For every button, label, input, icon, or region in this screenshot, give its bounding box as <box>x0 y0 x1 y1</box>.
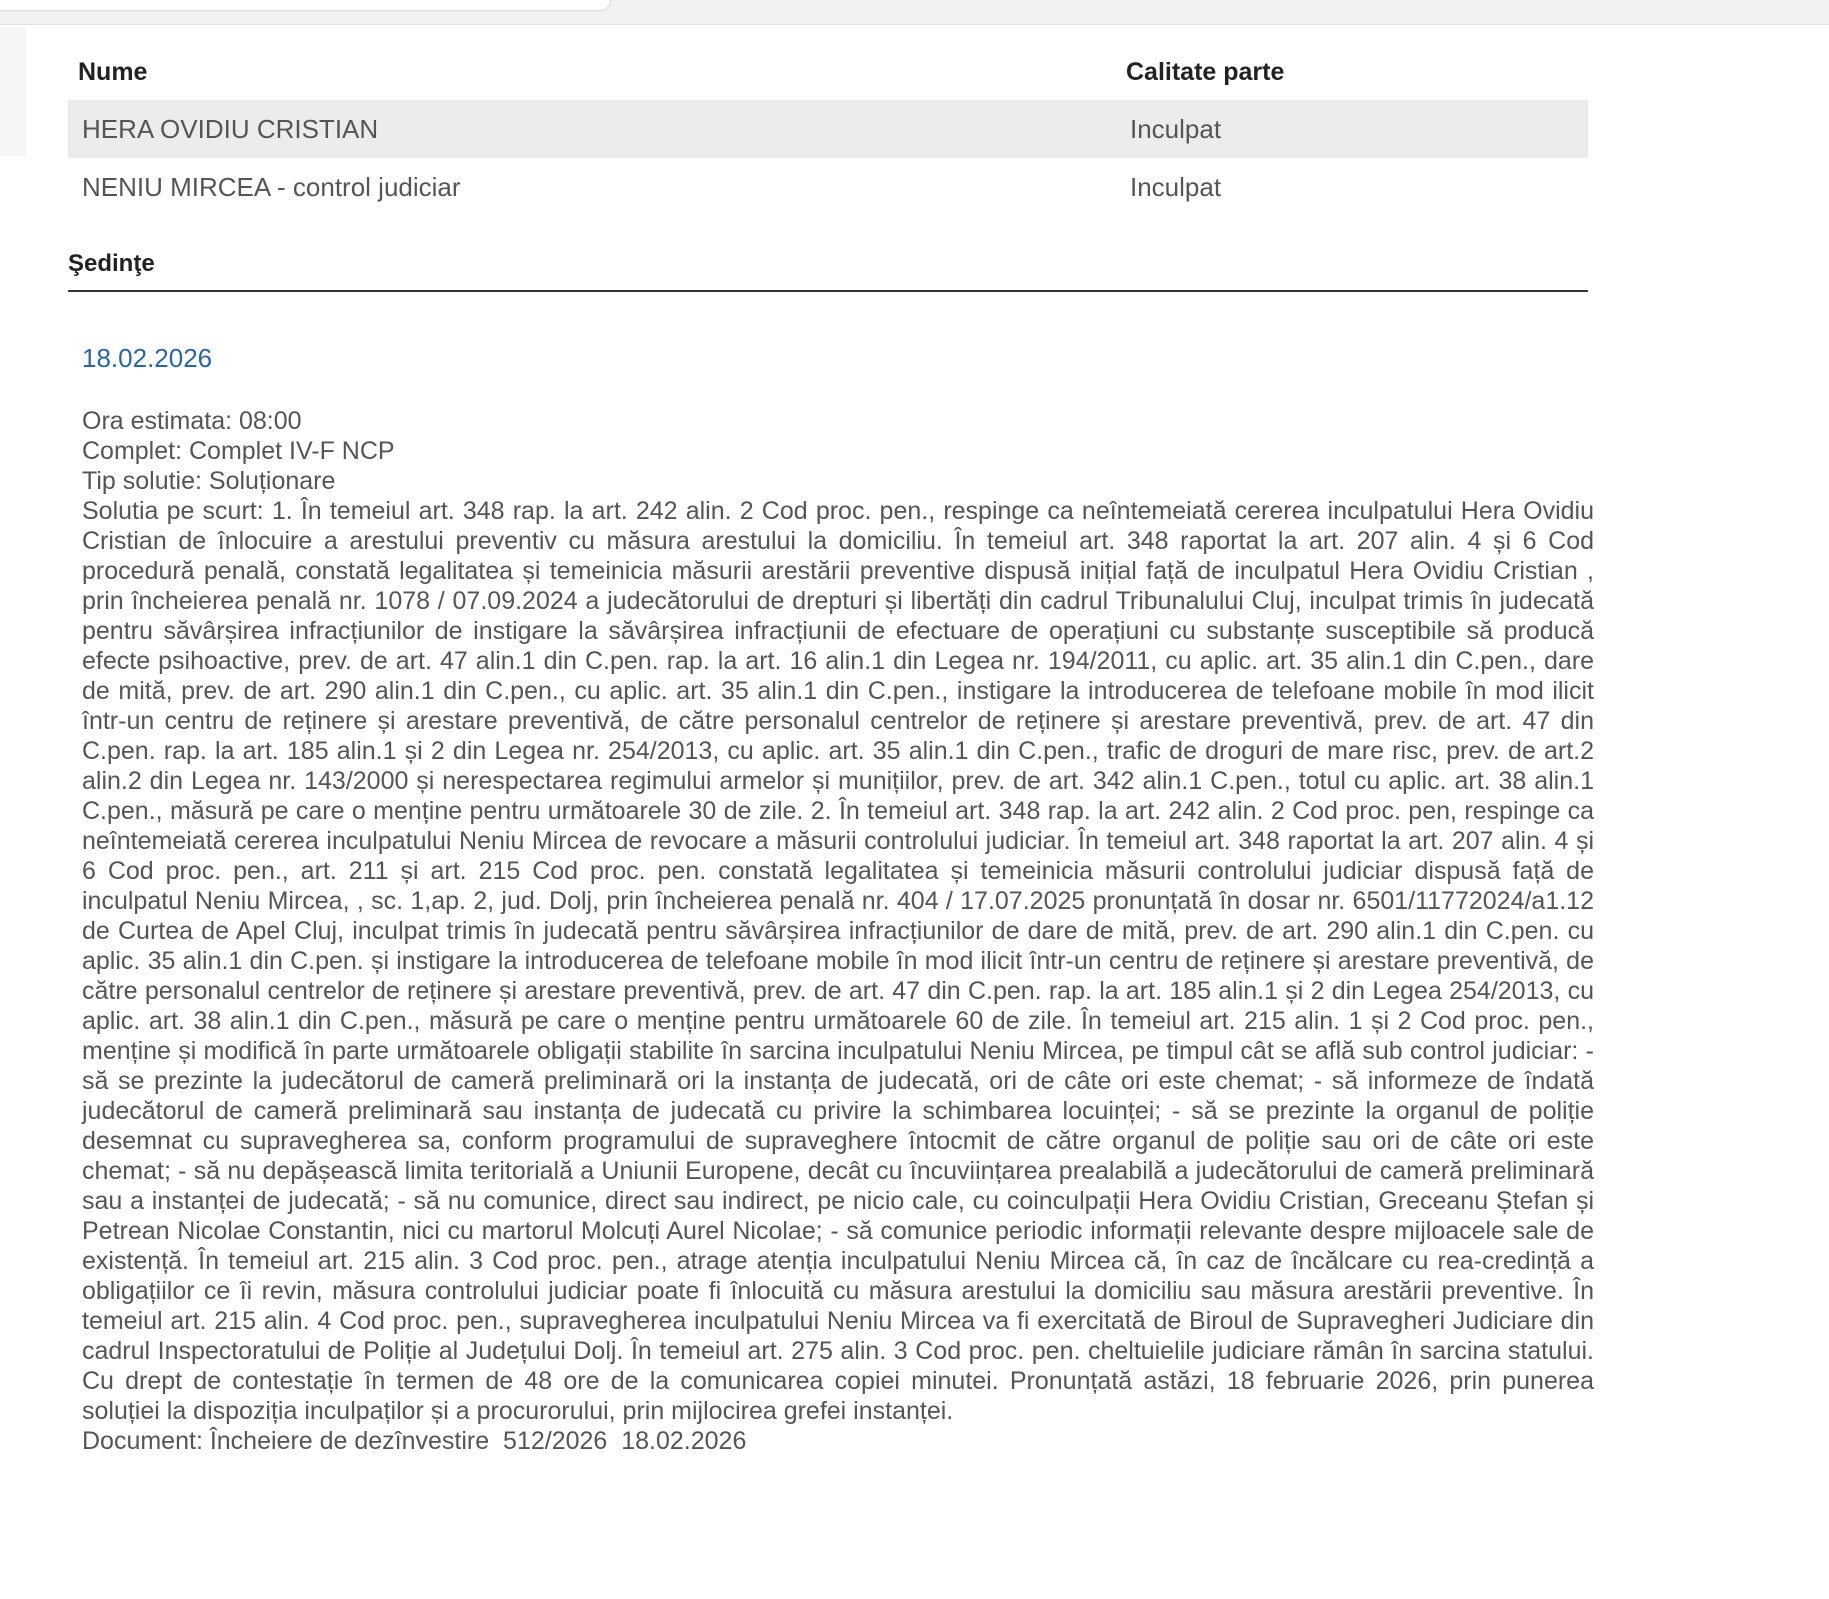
hearing-time: Ora estimata: 08:00 <box>82 407 302 435</box>
party-role: Inculpat <box>1130 171 1222 202</box>
left-panel-edge <box>0 28 26 156</box>
hearing-panel: Complet: Complet IV-F NCP <box>82 437 395 465</box>
party-role: Inculpat <box>1116 100 1588 158</box>
parties-table-header <box>68 44 1588 100</box>
section-title-hearings: Şedinţe <box>68 250 1588 292</box>
hearing-document: Document: Încheiere de dezînvestire 512/2026 18.02.2026 <box>82 1427 747 1455</box>
hearing-solution-type: Tip solutie: Soluționare <box>82 467 336 495</box>
party-name: HERA OVIDIU CRISTIAN <box>68 100 1116 158</box>
parties-table <box>68 44 1588 216</box>
hearing-solution-summary: Solutia pe scurt: 1. În temeiul art. 348 rap. la art. 242 alin. 2 Cod proc. pen., respinge ca neîntemeiată cererea inculpatului Hera Ovidiu Cristian de înlocuire a arestului preventiv cu măsura arestului la domiciliu. În temeiul art. 348 raportat la art. 207 alin. 4 și 6 Cod procedură penală, constată legalitatea și temeinicia măsurii arestării preventive dispusă inițial față de inculpatul Hera Ovidiu Cristian , prin încheierea penală nr. 1078 / 07.09.2024 a judecătorului de drepturi și libertăți din cadrul Tribunalului Cluj, inculpat trimis în judecată pentru săvârșirea infracțiunilor de instigare la săvârșirea infracțiunii de efectuare de operațiuni cu substanțe susceptibile să producă efecte psihoactive, prev. de art. 47 alin.1 din C.pen. rap. la art. 16 alin.1 din Legea nr. 194/2011, cu aplic. art. 35 alin.1 din C.pen., dare de mită, prev. de art. 290 alin.1 din C.pen., cu aplic. art. 35 alin.1 din C.pen., instigare la introducerea de telefoane mobile în mod ilicit într-un centru de reținere și arestare preventivă, de către personalul centrelor de reținere și arestare preventivă, prev. de art. 47 din C.pen. rap. la art. 185 alin.1 și 2 din Legea nr. 254/2013, cu aplic. art. 35 alin.1 din C.pen., trafic de droguri de mare risc, prev. de art.2 alin.2 din Legea nr. 143/2000 și nerespectarea regimului armelor și munițiilor, prev. de art. 342 alin.1 C.pen., totul cu aplic. art. 38 alin.1 C.pen., măsură pe care o menține pentru următoarele 30 de zile. 2. În temeiul art. 348 rap. la art. 242 alin. 2 Cod proc. pen, respinge ca neîntemeiată cererea inculpatului Neniu Mircea de revocare a măsurii controlului judiciar. În temeiul art. 348 raportat la art. 207 alin. 4 și 6 Cod proc. pen., art. 211 și art. 215 Cod proc. pen. constată legalitatea și temeinicia măsurii controlului judiciar dispusă față de inculpatul Neniu Mircea, , sc. 1,ap. 2, jud. Dolj, prin încheierea penală nr. 404 / 17.07.2025 pronunțată în dosar nr. 6501/11772024/a1.12 de Curtea de Apel Cluj, inculpat trimis în judecată pentru săvârșirea infracțiunilor de dare de mită, prev. de art. 290 alin.1 din C.pen. cu aplic. 35 alin.1 din C.pen. și instigare la introducerea de telefoane mobile în mod ilicit într-un centru de reținere și arestare preventivă, de către personalul centrelor de reținere și arestare preventivă, prev. de art. 47 din C.pen. rap. la art. 185 alin.1 și 2 din Legea 254/2013, cu aplic. art. 38 alin.1 din C.pen., măsură pe care o menține pentru următoarele 60 de zile. În temeiul art. 215 alin. 1 și 2 Cod proc. pen., menține și modifică în parte următoarele obligații stabilite în sarcina inculpatului Neniu Mircea, pe timpul cât se află sub control judiciar: - să se prezinte la judecătorul de cameră preliminară ori la instanța de judecată, ori de câte ori este chemat; - să informeze de îndată judecătorul de cameră preliminară sau instanța de judecată cu privire la schimbarea locuinței; - să se prezinte la organul de poliție desemnat cu supravegherea sa, conform programului de supraveghere întocmit de către organul de poliție sau ori de câte ori este chemat; - să nu depășească limita teritorială a Uniunii Europene, decât cu încuviințarea prealabilă a judecătorului de cameră preliminară sau a instanței de judecată; - să nu comunice, direct sau indirect, pe nicio cale, cu coinculpații Hera Ovidiu Cristian, Greceanu Ștefan și Petrean Nicolae Constantin, nici cu martorul Molcuți Aurel Nicolae; - să comunice periodic informații relevante despre mijloacele sale de existență. În temeiul art. 215 alin. 3 Cod proc. pen., atrage atenția inculpatului Neniu Mircea că, în caz de încălcare cu rea-credință a obligațiilor ce îi revin, măsura controlului judiciar poate fi înlocuită cu măsura arestului la domiciliu sau măsura arestării preventive. În temeiul art. 215 alin. 4 Cod proc. pen., supravegherea inculpatului Neniu Mircea va fi exercitată de Biroul de Supravegheri Judiciare din cadrul Inspectoratului de Poliție al Județului Dolj. În temeiul art. 275 alin. 3 Cod proc. pen. cheltuielile judiciare rămân în sarcina statului. Cu drept de contestație în termen de 48 ore de la comunicarea copiei minutei. Pronunțată astăzi, 18 februarie 2026, prin punerea soluției la dispoziția inculpaților și a procurorului, prin mijlocirea grefei instanței. <box>82 497 1594 1425</box>
hearing-details <box>82 406 1594 1456</box>
table-row <box>68 100 1588 158</box>
hearing-date-link[interactable]: 18.02.2026 <box>82 343 213 373</box>
party-name: NENIU MIRCEA - control judiciar <box>82 171 461 202</box>
column-header-role: Calitate parte <box>1126 57 1285 86</box>
tab-edge <box>0 0 611 11</box>
column-header-name: Nume <box>78 57 148 86</box>
table-row <box>68 158 1588 216</box>
browser-top-strip <box>0 0 1829 25</box>
